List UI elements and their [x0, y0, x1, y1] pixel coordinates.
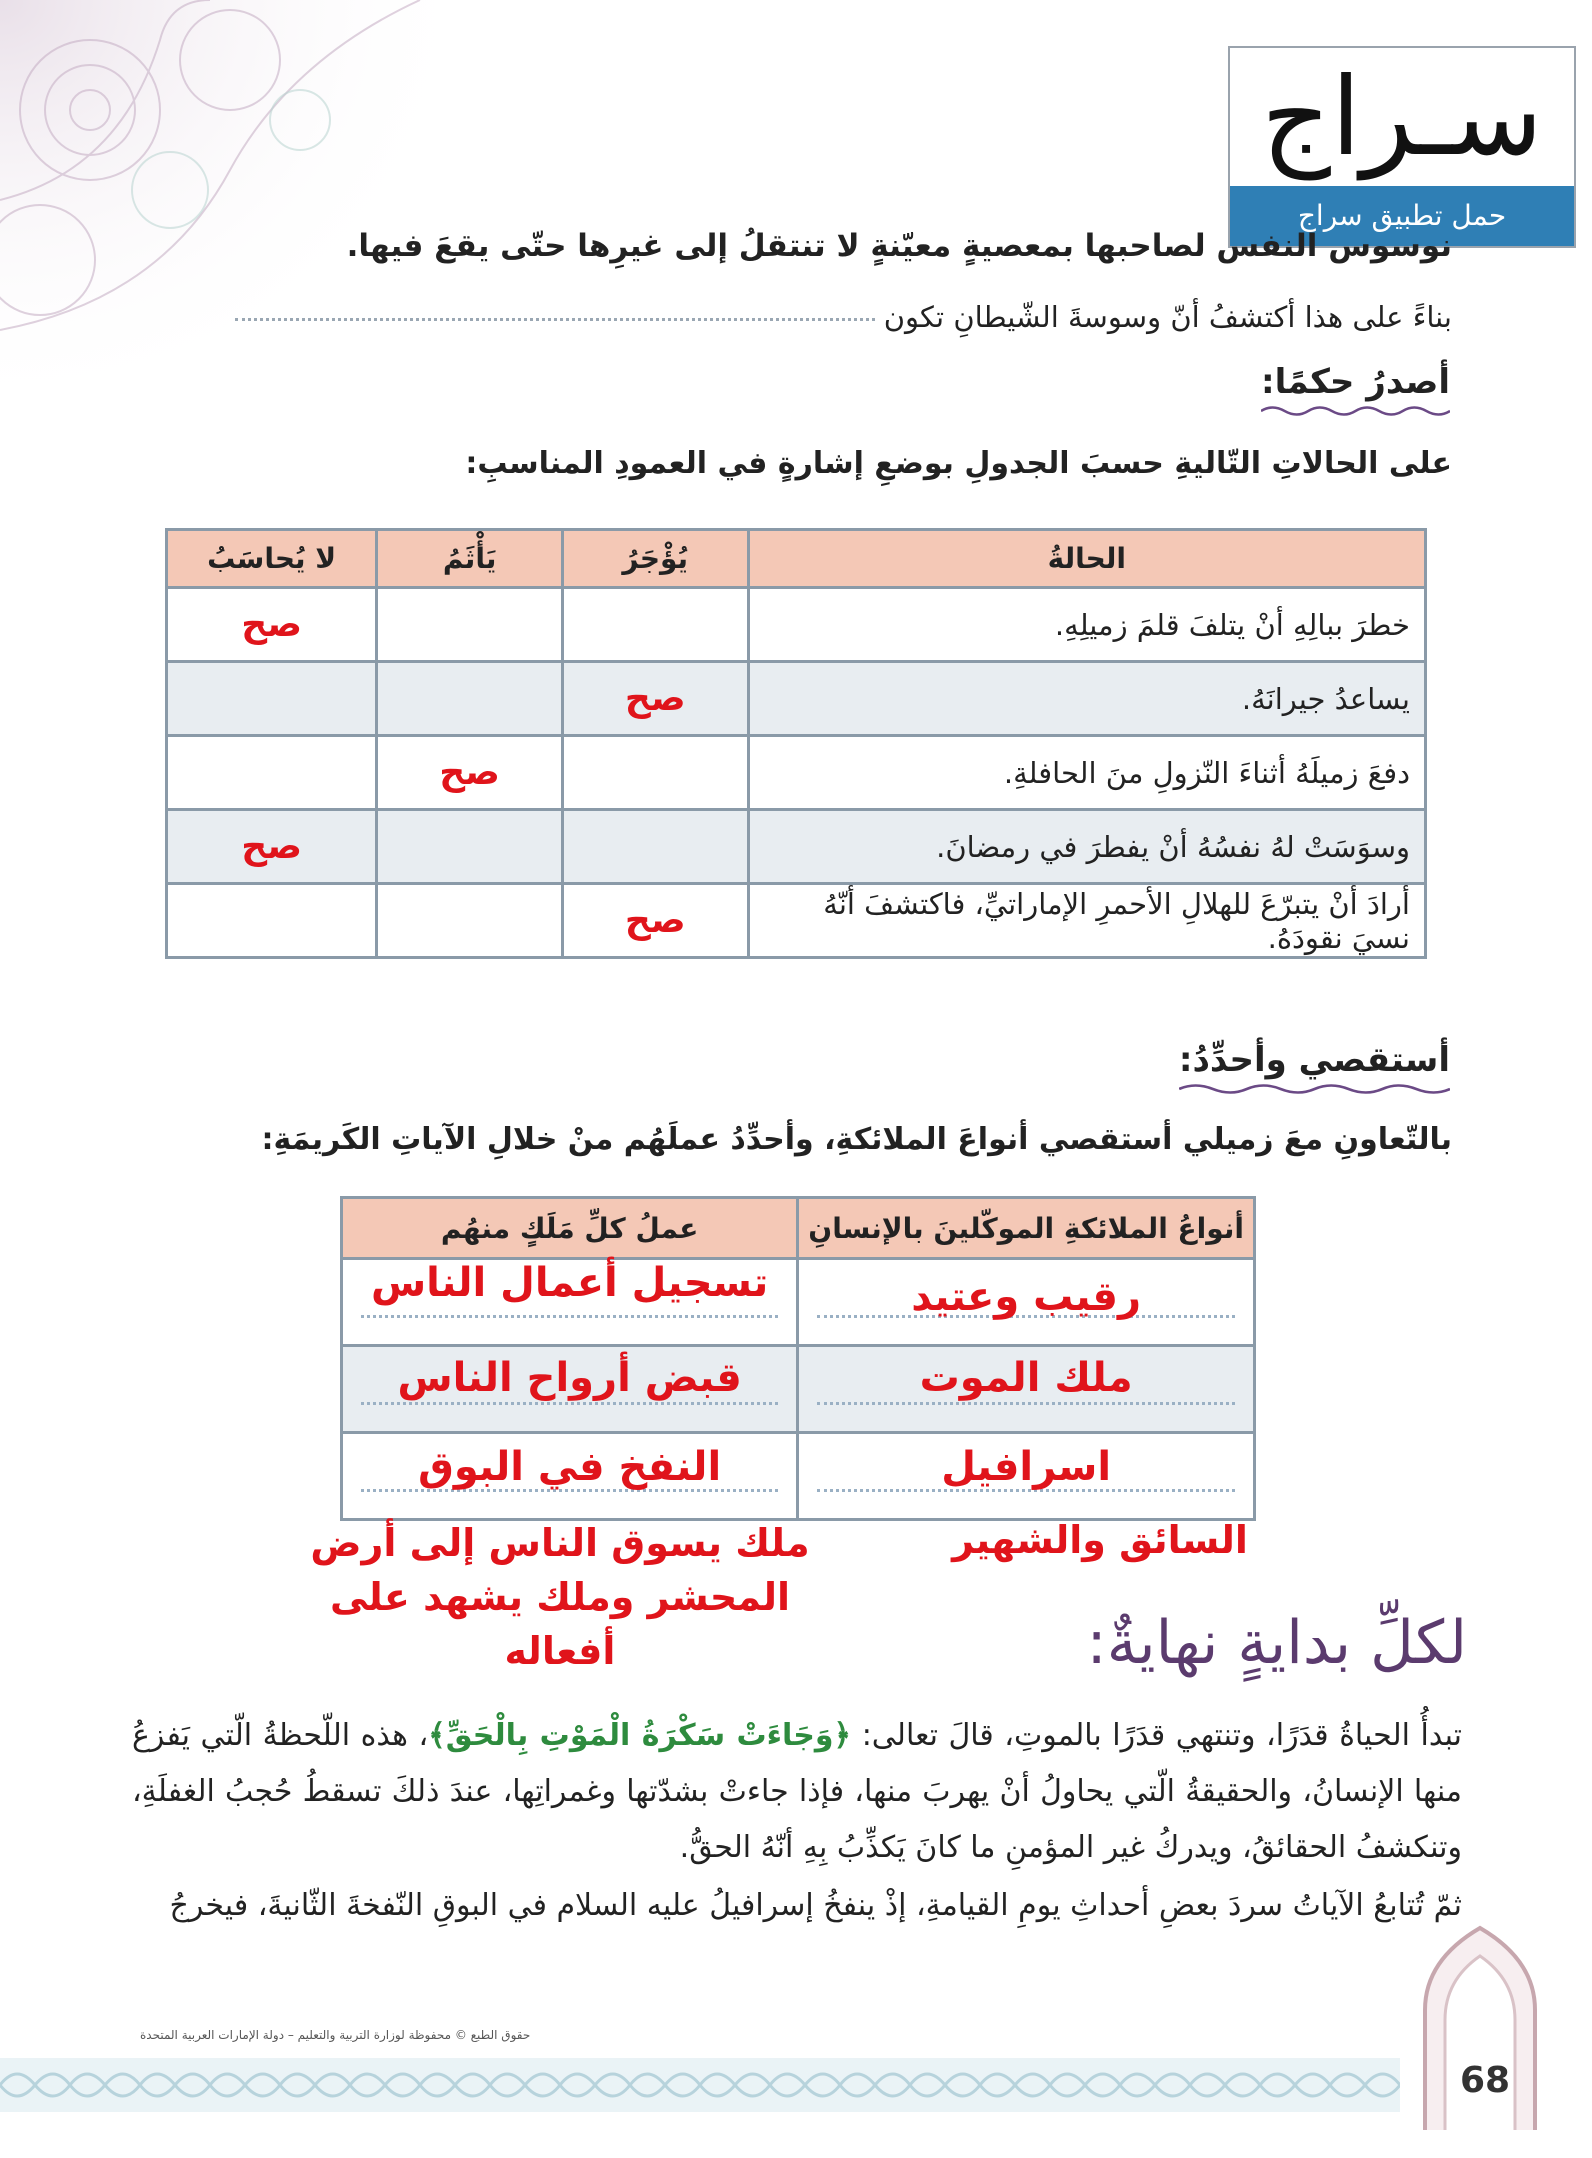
page-number: 68	[1459, 2060, 1511, 2101]
not-accountable-cell[interactable]	[167, 736, 377, 810]
investigate-heading	[1179, 1040, 1450, 1090]
dotted-answer-line	[361, 1315, 778, 1318]
angel-type-answer: ملك الموت	[919, 1355, 1133, 1401]
heading-underline-decoration	[1179, 1082, 1450, 1096]
siraj-logo[interactable]	[1228, 46, 1576, 248]
heading-underline-decoration	[1261, 404, 1450, 418]
angel-work-answer: قبض أرواح الناس	[397, 1355, 742, 1401]
table-row	[342, 1433, 1255, 1520]
table-row	[342, 1259, 1255, 1346]
sins-cell[interactable]	[377, 662, 563, 736]
sins-cell[interactable]: صح	[377, 736, 563, 810]
rewarded-cell[interactable]: صح	[562, 884, 748, 958]
section-paragraph-2: ثمّ تُتابعُ الآياتُ سردَ بعضِ أحداثِ يومِ القيامةِ، إذْ ينفخُ إسرافيلُ عليه السلام في البوقِ النّفخةَ الثّانيةَ، فيخرجُ	[169, 1888, 1462, 1923]
investigate-heading-text: أستقصي وأحدِّدُ:	[1178, 1040, 1450, 1080]
dotted-answer-line	[817, 1402, 1235, 1405]
case-text: خطرَ ببالِهِ أنْ يتلفَ قلمَ زميلِهِ.	[748, 588, 1425, 662]
extra-angel-work-answer	[280, 1516, 840, 1678]
table-row	[342, 1346, 1255, 1433]
judgement-heading	[1261, 362, 1450, 412]
judgement-table	[165, 528, 1427, 959]
intro-line-2-text: بناءً على هذا أكتشفُ أنّ وسوسةَ الشّيطانِ تكون	[883, 300, 1452, 334]
answer-blank-dotted-line[interactable]	[235, 318, 875, 321]
footer-ornament-band	[0, 2058, 1400, 2112]
angel-type-cell[interactable]	[798, 1259, 1255, 1346]
angels-table	[340, 1196, 1256, 1521]
angels-table-header	[342, 1198, 1255, 1259]
case-text: أرادَ أنْ يتبرّعَ للهلالِ الأحمرِ الإماراتيِّ، فاكتشفَ أنّهُ نسيَ نقودَهُ.	[748, 884, 1425, 958]
not-accountable-cell[interactable]: صح	[167, 588, 377, 662]
col-header-not-accountable: لا يُحاسَبُ	[167, 530, 377, 588]
section-title: لكلِّ بدايةٍ نهايةٌ:	[1086, 1608, 1467, 1678]
not-accountable-cell[interactable]: صح	[167, 810, 377, 884]
not-accountable-cell[interactable]	[167, 884, 377, 958]
angel-work-cell[interactable]	[342, 1346, 798, 1433]
investigate-instruction: بالتّعاونِ معَ زميلي أستقصي أنواعَ الملائكةِ، وأحدِّدُ عملَهُم منْ خلالِ الآياتِ الكَريمَةِ:	[261, 1122, 1452, 1157]
paragraph-1-start: تبدأُ الحياةُ قدَرًا، وتنتهي قدَرًا بالموتِ، قالَ تعالى:	[851, 1718, 1462, 1753]
table-row	[167, 884, 1426, 958]
col-header-angel-work: عملُ كلِّ مَلَكٍ منهُم	[342, 1198, 798, 1259]
rewarded-cell[interactable]	[562, 736, 748, 810]
sins-cell[interactable]	[377, 884, 563, 958]
judgement-instruction: على الحالاتِ التّاليةِ حسبَ الجدولِ بوضعِ إشارةٍ في العمودِ المناسبِ:	[465, 446, 1452, 481]
angel-work-answer: تسجيل أعمال الناس	[370, 1260, 769, 1306]
col-header-rewarded: يُؤْجَرُ	[562, 530, 748, 588]
extra-angel-work-line-2: المحشر وملك يشهد على أفعاله	[329, 1575, 791, 1673]
not-accountable-cell[interactable]	[167, 662, 377, 736]
sins-cell[interactable]	[377, 810, 563, 884]
angel-work-cell[interactable]	[342, 1259, 798, 1346]
copyright-note: حقوق الطبع © محفوظة لوزارة التربية والتعليم – دولة الإمارات العربية المتحدة	[140, 2028, 531, 2042]
angel-type-cell[interactable]	[798, 1433, 1255, 1520]
rewarded-cell[interactable]	[562, 810, 748, 884]
col-header-angel-type: أنواعُ الملائكةِ الموكّلينَ بالإنسانِ	[798, 1198, 1255, 1259]
angel-type-answer: اسرافيل	[941, 1444, 1112, 1490]
intro-line-2	[132, 300, 1452, 334]
rewarded-cell[interactable]	[562, 588, 748, 662]
case-text: وسوَسَتْ لهُ نفسُهُ أنْ يفطرَ في رمضانَ.	[748, 810, 1425, 884]
judgement-heading-text: أصدرُ حكمًا:	[1261, 362, 1450, 402]
angel-type-answer: رقيب وعتيد	[911, 1274, 1141, 1320]
intro-line-1: نوسوس النفس لصاحبها بمعصيةٍ معيّنةٍ لا تنتقلُ إلى غيرِها حتّى يقعَ فيها.	[346, 228, 1452, 264]
angel-type-cell[interactable]	[798, 1346, 1255, 1433]
sins-cell[interactable]	[377, 588, 563, 662]
quran-verse: ﴿وَجَاءَتْ سَكْرَةُ الْمَوْتِ بِالْحَقِّ﴾	[428, 1718, 852, 1753]
siraj-logo-word: سـراج	[1261, 55, 1543, 180]
corner-ornament-decoration	[0, 0, 480, 420]
section-paragraph-1	[132, 1708, 1462, 1876]
angel-work-answer: النفخ في البوق	[418, 1444, 722, 1490]
case-text: دفعَ زميلَهُ أثناءَ النّزولِ منَ الحافلةِ.	[748, 736, 1425, 810]
table-row	[167, 810, 1426, 884]
siraj-app-tagline: حمل تطبيق سراج	[1230, 186, 1574, 246]
col-header-sins: يَأْثَمُ	[377, 530, 563, 588]
angel-work-cell[interactable]	[342, 1433, 798, 1520]
extra-angel-type-answer: السائق والشهير	[952, 1518, 1248, 1562]
table-row	[167, 736, 1426, 810]
paragraph-1-rest: ، هذه اللّحظةُ الّتي يَفزعُ منها الإنسانُ، والحقيقةُ الّتي يحاولُ أنْ يهربَ منها، فإذا جاءتْ بشدّتها وغمراتِها، عندَ ذلكَ تسقطُ حُجبُ الغفلَةِ، وتنكشفُ الحقائقُ، ويدركُ غير المؤمنِ ما كانَ يَكذِّبُ بِهِ أنّهُ الحقُّ.	[132, 1718, 1462, 1865]
case-text: يساعدُ جيرانَهُ.	[748, 662, 1425, 736]
table-row	[167, 588, 1426, 662]
table-row	[167, 662, 1426, 736]
extra-angel-work-line-1: ملك يسوق الناس إلى أرض	[310, 1521, 810, 1565]
dotted-answer-line	[361, 1402, 778, 1405]
col-header-case: الحالةُ	[748, 530, 1425, 588]
rewarded-cell[interactable]: صح	[562, 662, 748, 736]
judgement-table-header	[167, 530, 1426, 588]
